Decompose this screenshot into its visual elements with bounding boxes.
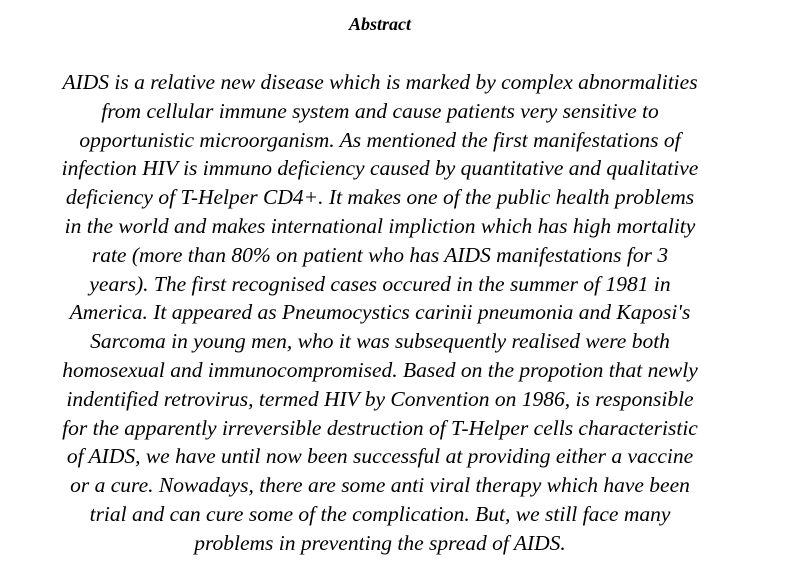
abstract-body bbox=[10, 68, 750, 558]
abstract-line: rate (more than 80% on patient who has AIDS manifestations for 3 bbox=[91, 242, 669, 267]
abstract-line: trial and can cure some of the complication. But, we still face many bbox=[89, 501, 671, 526]
abstract-line: indentified retrovirus, termed HIV by Convention on 1986, is responsible bbox=[66, 386, 694, 411]
abstract-line: deficiency of T-Helper CD4+. It makes one of the public health problems bbox=[65, 185, 695, 210]
abstract-line: for the apparently irreversible destruction of T-Helper cells characteristic bbox=[62, 415, 698, 440]
abstract-line: America. It appeared as Pneumocystics carinii pneumonia and Kaposi's bbox=[69, 300, 691, 325]
abstract-heading: Abstract bbox=[348, 14, 411, 34]
abstract-line: from cellular immune system and cause patients very sensitive to bbox=[101, 98, 659, 123]
abstract-line: problems in preventing the spread of AIDS. bbox=[194, 530, 566, 555]
abstract-line: Sarcoma in young men, who it was subsequently realised were both bbox=[90, 329, 670, 354]
abstract-line: or a cure. Nowadays, there are some anti viral therapy which have been bbox=[70, 473, 690, 498]
abstract-line: in the world and makes international impliction which has high mortality bbox=[64, 213, 696, 238]
abstract-line: of AIDS, we have until now been successful at providing either a vaccine bbox=[66, 444, 694, 469]
abstract-line: infection HIV is immuno deficiency caused by quantitative and qualitative bbox=[61, 156, 699, 181]
abstract-line: AIDS is a relative new disease which is marked by complex abnormalities bbox=[62, 70, 698, 94]
abstract-line: years). The first recognised cases occured in the summer of 1981 in bbox=[89, 271, 671, 296]
abstract-line: opportunistic microorganism. As mentioned the first manifestations of bbox=[79, 127, 681, 152]
abstract-line: homosexual and immunocompromised. Based on the propotion that newly bbox=[62, 357, 698, 382]
